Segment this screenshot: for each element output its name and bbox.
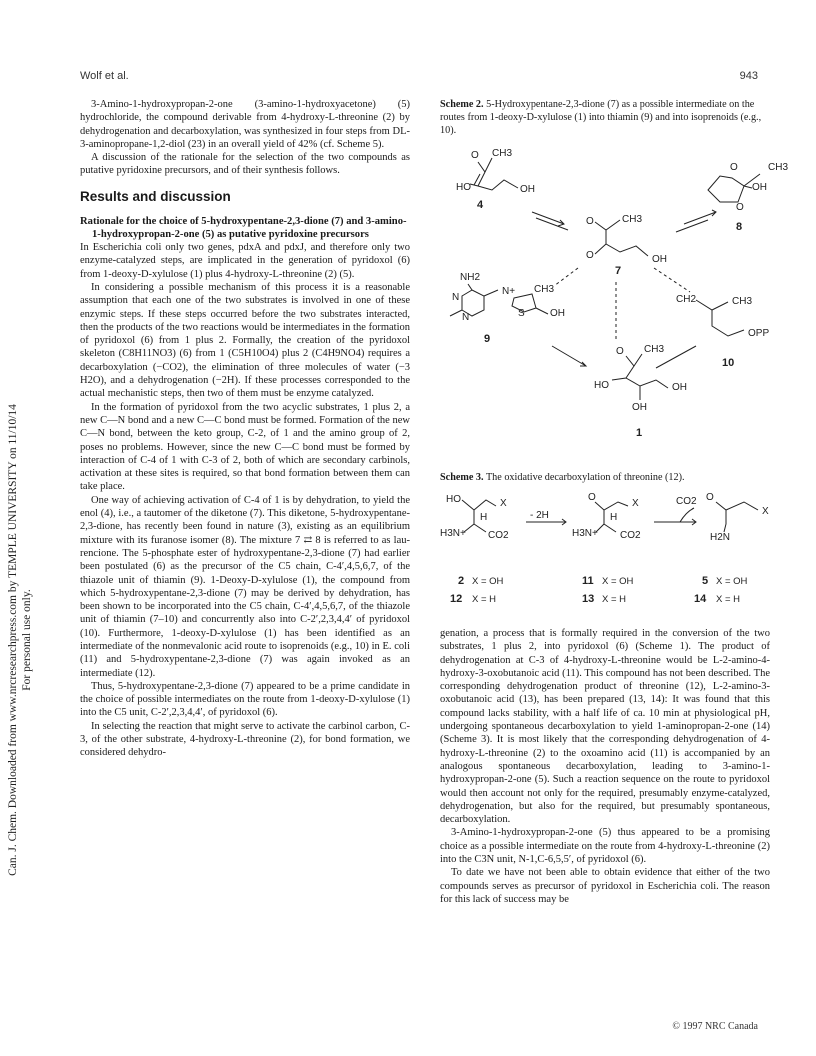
paragraph: A discussion of the rationale for the selection of the two compounds as putative pyridoxine precursors, and of their synthesis follows. — [80, 152, 410, 177]
compound-number: 2 — [458, 575, 465, 587]
atom-label: X — [632, 498, 639, 509]
atom-label: OH — [652, 254, 667, 265]
compound-number: 13 — [582, 593, 595, 605]
right-column — [440, 627, 770, 906]
atom-label: NH2 — [460, 272, 481, 283]
compound-8 — [708, 162, 788, 233]
subsection-heading: Rationale for the choice of 5-hydroxypentane-2,3-dione (7) and 3-amino-1-hydroxypropan-2-one (5) as putative pyridoxine precursors — [80, 216, 407, 241]
paragraph: To date we have not been able to obtain evidence that either of the two compounds serves as precursor of pyridoxol in Escherichia coli. The reason for this lack of success may be — [440, 867, 770, 905]
compound-10 — [676, 294, 769, 369]
atom-label: CH3 — [768, 162, 789, 173]
atom-label: HO — [446, 494, 461, 505]
substituent-label: X = OH — [602, 576, 634, 587]
atom-label: H — [610, 512, 618, 523]
download-watermark — [0, 0, 40, 1056]
substituent-label: X = H — [602, 594, 627, 605]
atom-label: S — [518, 308, 525, 319]
atom-label: O — [586, 216, 594, 227]
scheme-3-caption — [440, 472, 770, 485]
atom-label: N+ — [502, 286, 516, 297]
paragraph: In considering a possible mechanism of this process it is a reasonable assumption that each one of the two substrates is involved in one of these enzymic steps. If these steps occurred before the two substrates interacted, then the products of the two reactions would be intermediates in the formation of pyridoxol (6) from 1 plus 2. Formally, the creation of the pyridoxol skeleton (C8H11NO3) (6) from 1 (C5H10O4) plus 2 (C4H9NO4) requires a decarboxylation (−CO2), the elimination of three molecules of water (−3 H2O), and a dehydrogenation (−2H). If these processes corresponded to the actual mechanistic steps, then two of them must be enzyme catalyzed. — [80, 281, 410, 400]
caption-label: Scheme 2. — [440, 99, 484, 110]
atom-label: CH3 — [492, 148, 513, 159]
atom-label: X — [762, 506, 769, 517]
reagent-label: CO2 — [676, 496, 697, 507]
atom-label: HO — [456, 182, 471, 193]
atom-label: CH2 — [676, 294, 697, 305]
compound-number: 12 — [450, 593, 463, 605]
substituent-label: X = OH — [472, 576, 504, 587]
substituent-label: X = H — [472, 594, 497, 605]
atom-label: OPP — [748, 328, 770, 339]
atom-label: H3N+ — [440, 528, 466, 539]
scheme-3-figure — [440, 488, 780, 613]
atom-label: O — [736, 202, 744, 213]
paragraph: In the formation of pyridoxol from the two acyclic substrates, 1 plus 2, a new C—N bond and a new C—C bond must be formed. Formation of the new C—N bond, between the keto group, C-2, of 1 and the amino group of 2, poses no problems. However, since the new C—C bond must be formed by interaction of C-4 of 1 with C-3 of 2, both of which are secondary carbinols, activation at these sites is required, so that bond formation between them can take place. — [80, 401, 410, 493]
section-heading: Results and discussion — [80, 188, 231, 204]
compound-table — [450, 575, 748, 605]
atom-label: CO2 — [488, 530, 509, 541]
atom-label: O — [471, 150, 479, 161]
atom-label: CH3 — [644, 344, 665, 355]
caption-text: 5-Hydroxypentane-2,3-dione (7) as a possible intermediate on the routes from 1-deoxy-D-xylulose (1) into thiamin (9) and into isoprenoids (e.g., 10). — [440, 99, 762, 136]
compound-9 — [450, 272, 565, 345]
watermark-line-2: For personal use only. — [21, 589, 33, 691]
reaction-arrows — [532, 210, 716, 368]
compound-7 — [586, 214, 667, 277]
paragraph: In Escherichia coli only two genes, pdxA and pdxJ, and therefore only two enzyme-catalyzed steps, are implicated in the generation of pyridoxol (6) from 1-deoxy-D-xylulose (1) plus 4-hydroxy-L-threonine (2) (5). — [80, 242, 410, 280]
scheme-2-caption — [440, 99, 770, 137]
substituent-label: X = H — [716, 594, 741, 605]
atom-label: O — [706, 492, 714, 503]
paragraph: One way of achieving activation of C-4 of 1 is by dehydration, to yield the enol (4), i.e., a tautomer of the diketone (7). This diketone, 5-hydroxypentane-2,3-dione, has recently been found in nature (3), existing as an equilibrium mixture with its furanose isomer (8). The mixture 7 ⇄ 8 is referred to as laurencione. The 5-phosphate ester of hydroxypentane-2,3-dione (7) had earlier been postulated (6) as the precursor of the C5 chain, C-4′,4,5,6,7, of the thiazole unit of thiamin (9). 1-Deoxy-D-xylulose (1), the compound from which 5-hydroxypentane-2,3-dione (7) may be derived by dehydration, has been shown to be incorporated into the C5 chain, C-4′,4,5,6,7, of the thiazole unit of thiamin (7–10) and concurrently also into C-2′,2,3,4,4′ of pyridoxol (10). Furthermore, 1-deoxy-D-xylulose (1) has been identified as an intermediate of the nonmevalonic acid route to isoprenoids (e.g., 10) in E. coli (11) and 5-hydroxypentane-2,3-dione (7) was again invoked as an intermediate (12). — [80, 494, 410, 679]
caption-text: The oxidative decarboxylation of threonine (12). — [485, 472, 685, 483]
compound-number: 7 — [615, 265, 622, 277]
atom-label: O — [586, 250, 594, 261]
caption-label: Scheme 3. — [440, 472, 484, 483]
page-number: 943 — [739, 70, 758, 82]
reaction-arrow — [654, 508, 696, 525]
atom-label: N — [452, 292, 460, 303]
scheme-2-figure — [440, 140, 789, 445]
atom-label: N — [462, 312, 470, 323]
atom-label: O — [616, 346, 624, 357]
compound-number: 4 — [477, 199, 484, 211]
atom-label: H2N — [710, 532, 731, 543]
compound-4 — [456, 148, 535, 211]
atom-label: O — [730, 162, 738, 173]
compound-number: 10 — [722, 357, 735, 369]
running-head-authors: Wolf et al. — [80, 70, 129, 82]
compound-number: 1 — [636, 427, 643, 439]
compound-number: 5 — [702, 575, 709, 587]
substituent-label: X = OH — [716, 576, 748, 587]
compound-number: 11 — [582, 575, 594, 587]
copyright-footer: © 1997 NRC Canada — [672, 1021, 758, 1032]
paragraph: genation, a process that is formally required in the conversion of the two substrates, 1 plus 2, into pyridoxol (6) (Scheme 1). The product of dehydrogenation at C-3 of 4-hydroxy-L-threonine would be L-2-amino-4-hydroxy-3-oxobutanoic acid (11). This compound has not been described. The corresponding dehydrogenation product of threonine (12), L-2-amino-3-oxobutanoic acid (13), has been prepared (13, 14): It was found that this compound lacks stability, with a half life of ca. 10 min at physiological pH, undergoing spontaneous decarboxylation to yield 1-aminopropan-2-one (14) (Scheme 3). It is most likely that the corresponding dehydrogenation of 4-hydroxy-L-threonine (2) to the oxoamino acid (11) is accompanied by an analogous spontaneous decarboxylation, leading to 3-amino-1-hydroxypropan-2-one (5). Such a reaction sequence on the route to pyridoxol would then account not only for the required, presumably enzyme-catalyzed, dehydrogenation, but also for the required, but presumably spontaneous, decarboxylation. — [440, 628, 770, 826]
atom-label: H — [480, 512, 488, 523]
compound-2-12 — [440, 494, 509, 541]
compound-number: 9 — [484, 333, 491, 345]
paragraph: 3-Amino-1-hydroxypropan-2-one (5) thus appeared to be a promising choice as a possible intermediate on the route from 4-hydroxy-L-threonine (2) into the C3N unit, N-1,C-6,5,5′, of pyridoxol (6). — [440, 827, 770, 866]
atom-label: OH — [752, 182, 767, 193]
atom-label: OH — [672, 382, 687, 393]
atom-label: CO2 — [620, 530, 641, 541]
atom-label: O — [588, 492, 596, 503]
watermark-line-1: Can. J. Chem. Downloaded from www.nrcresearchpress.com by TEMPLE UNIVERSITY on 11/10/14 — [7, 404, 19, 876]
atom-label: OH — [632, 402, 647, 413]
atom-label: CH3 — [732, 296, 753, 307]
paragraph: 3-Amino-1-hydroxypropan-2-one (3-amino-1-hydroxyacetone) (5) hydrochloride, the compound derivable from 4-hydroxy-L-threonine (2) by dehydrogenation and decarboxylation, was synthesized in four steps from DL-3-aminopropane-1,2-diol (23) in an overall yield of 42% (cf. Scheme 5). — [80, 99, 410, 150]
atom-label: H3N+ — [572, 528, 598, 539]
paragraph: Thus, 5-hydroxypentane-2,3-dione (7) appeared to be a prime candidate in the choice of possible intermediates on the route from 1-deoxy-D-xylulose (1) into the C5 unit, C-2′,2,3,4,4′, of pyridoxol (6). — [80, 680, 410, 719]
compound-number: 14 — [694, 593, 707, 605]
atom-label: CH3 — [534, 284, 555, 295]
paragraph: In selecting the reaction that might serve to activate the carbinol carbon, C-3, of the other substrate, 4-hydroxy-L-threonine (2), for bond formation, we considered dehydro- — [80, 720, 410, 759]
reagent-label: - 2H — [530, 510, 549, 521]
atom-label: CH3 — [622, 214, 643, 225]
atom-label: HO — [594, 380, 609, 391]
compound-5-14 — [706, 492, 769, 543]
compound-11-13 — [572, 492, 641, 541]
left-column — [80, 98, 410, 760]
atom-label: X — [500, 498, 507, 509]
atom-label: OH — [520, 184, 535, 195]
atom-label: OH — [550, 308, 565, 319]
compound-number: 8 — [736, 221, 743, 233]
